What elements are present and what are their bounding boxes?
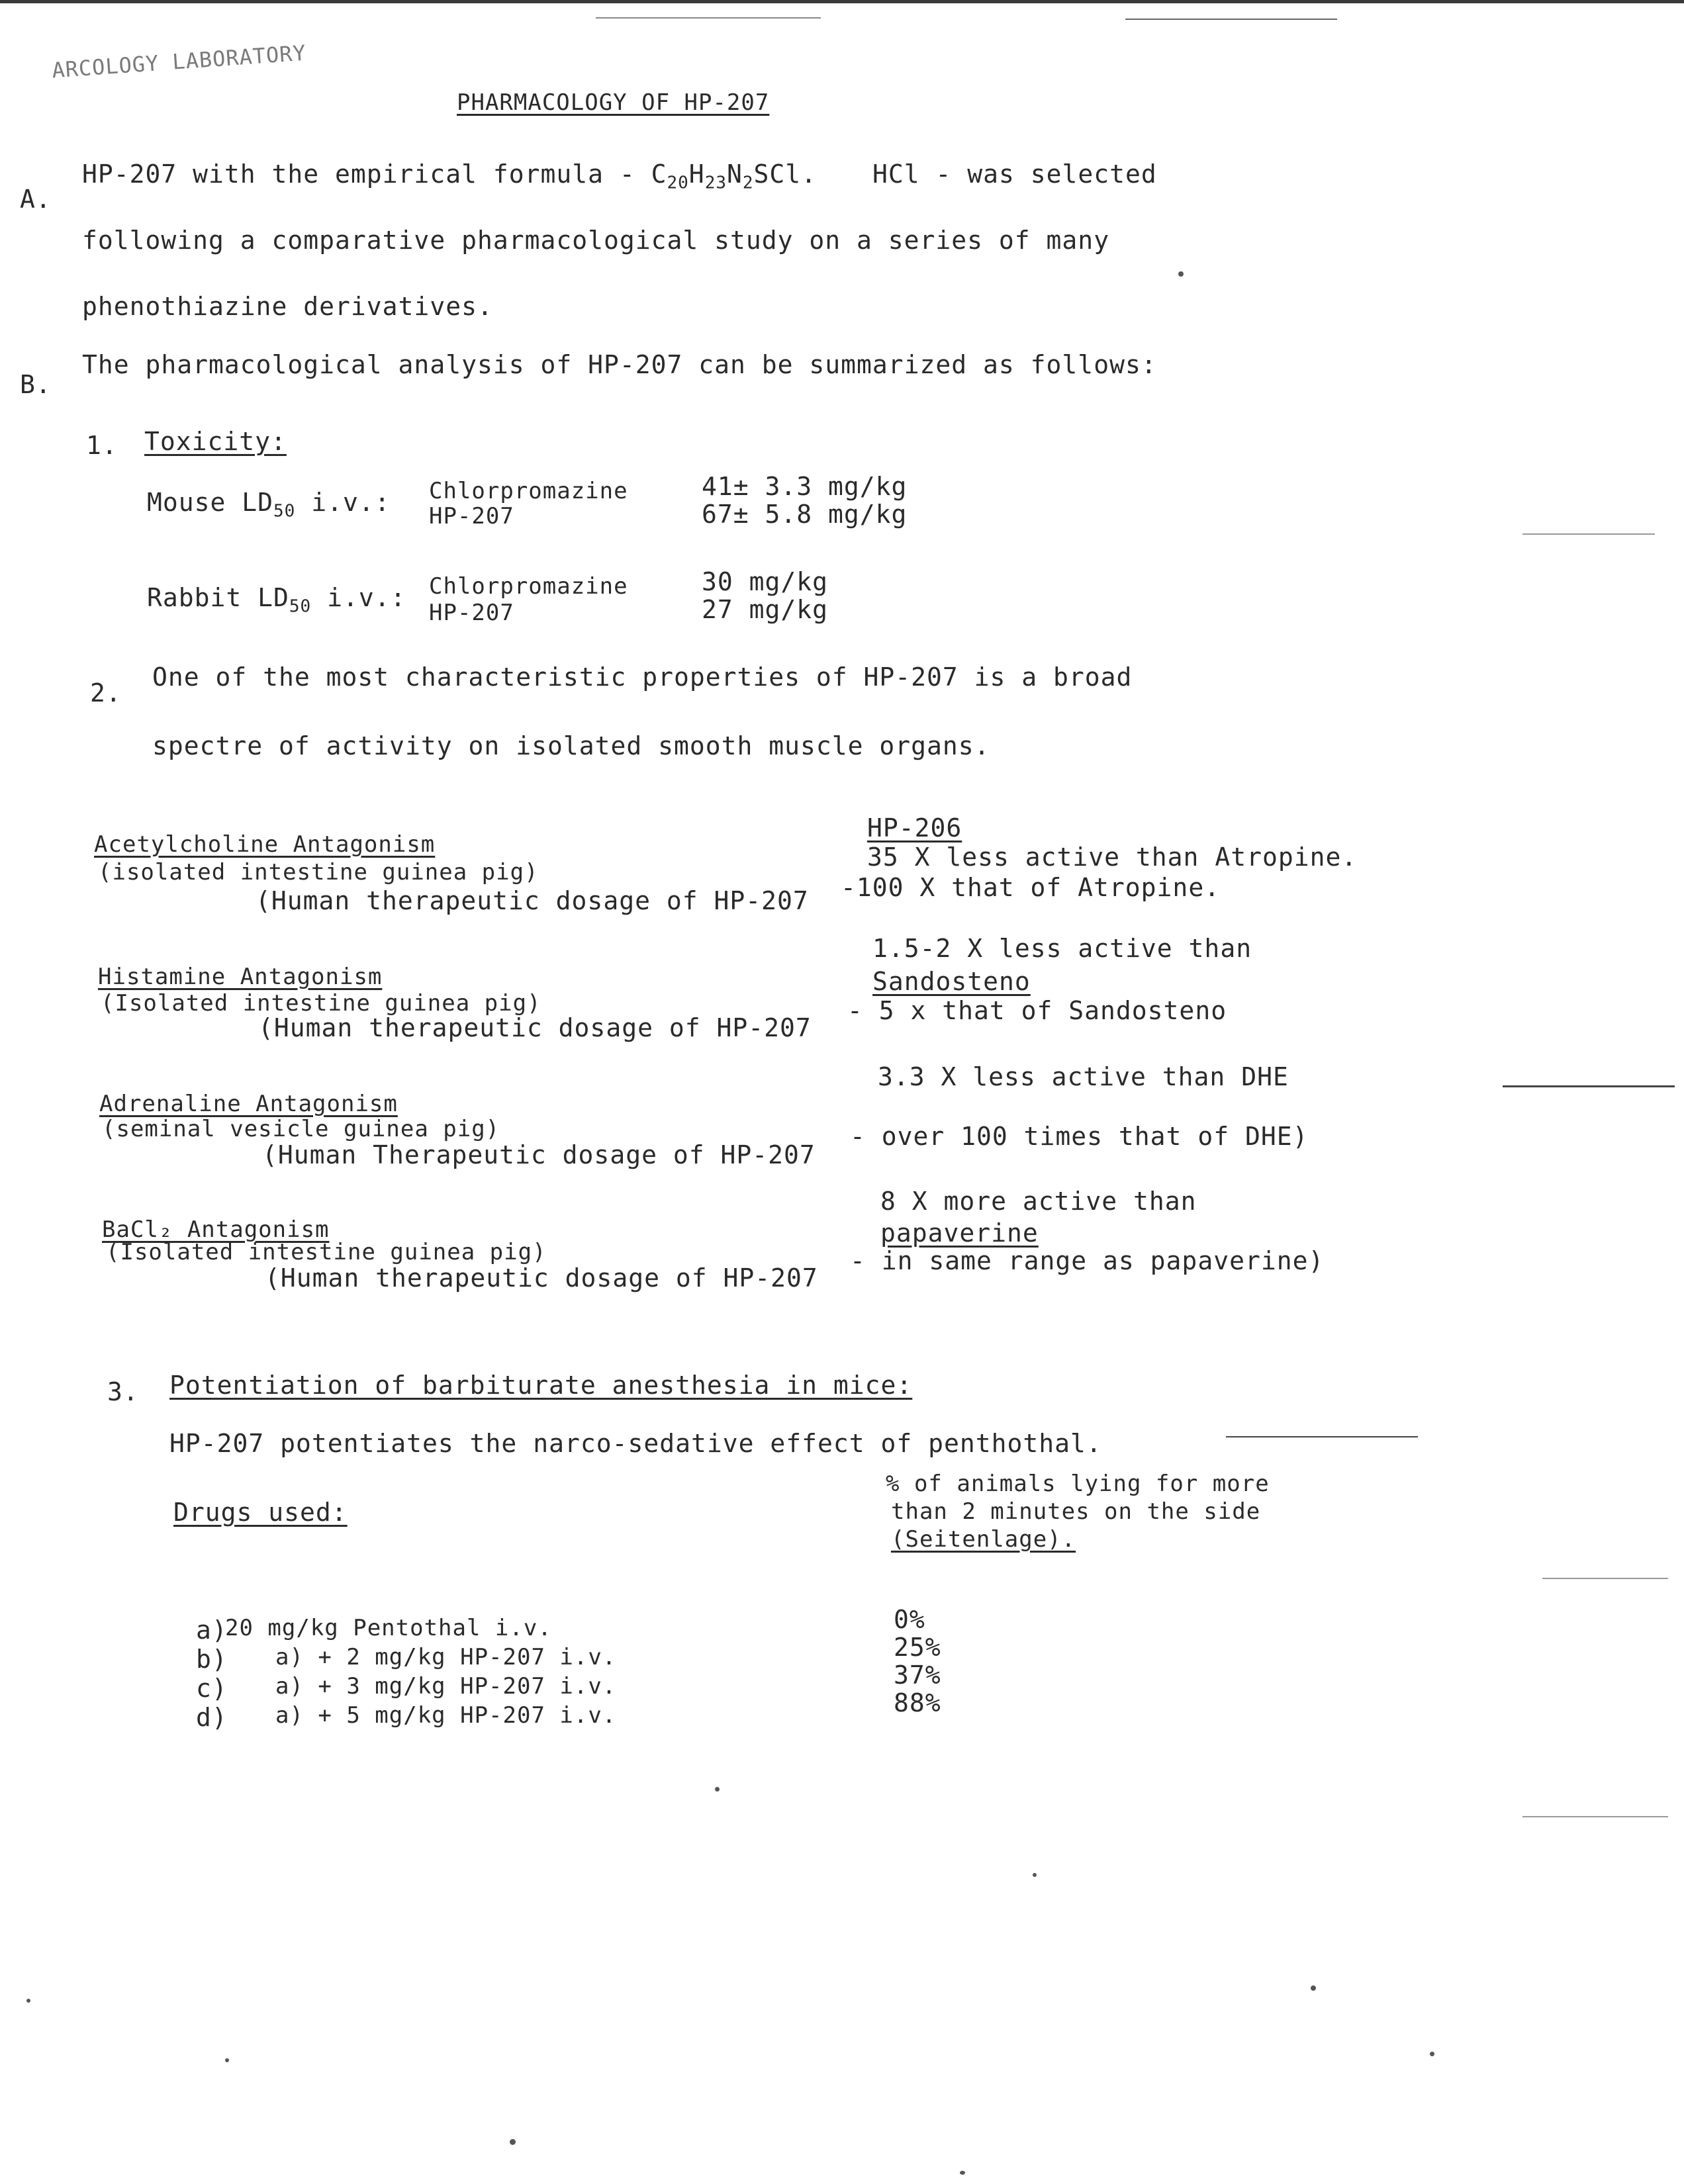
rabbit-ld-label (147, 582, 406, 617)
dose-row-d: a) + 5 mg/kg HP-207 i.v. (275, 1702, 617, 1729)
acetylcholine-dose: (Human therapeutic dosage of HP-207 (256, 886, 809, 915)
scan-speck (1311, 1985, 1316, 1991)
rabbit-label-text: Rabbit LD (147, 583, 289, 612)
toxicity-heading: Toxicity: (144, 427, 287, 456)
histamine-result1b: Sandosteno (872, 967, 1031, 996)
acetylcholine-sub: (isolated intestine guinea pig) (98, 859, 539, 886)
bacl2-sub: (Isolated intestine guinea pig) (106, 1239, 547, 1265)
adrenaline-title: Adrenaline Antagonism (99, 1091, 398, 1117)
drugs-used-label: Drugs used: (173, 1498, 348, 1527)
section-a-marker: A. (20, 185, 52, 214)
margin-mark (1125, 19, 1337, 20)
histamine-dose: (Human therapeutic dosage of HP-207 (258, 1013, 812, 1042)
formula-c-count: 20 (667, 173, 689, 193)
route-label: i.v.: (311, 488, 391, 517)
scan-speck (1178, 271, 1184, 277)
section-a-line1-post: HCl - was selected (872, 159, 1157, 189)
mouse-drug-2: HP-207 (429, 503, 514, 529)
mouse-drug-1: Chlorpromazine (429, 478, 628, 504)
formula-tail: SCl. (753, 159, 818, 189)
barbiturate-line1: HP-207 potentiates the narco-sedative effect of penthothal. (169, 1429, 1102, 1458)
section-a-line3: phenothiazine derivatives. (82, 292, 493, 321)
result-row-c: 37% (894, 1661, 941, 1690)
smooth-muscle-number: 2. (90, 678, 122, 707)
acetylcholine-result1: 35 X less active than Atropine. (867, 842, 1358, 872)
lab-stamp: ARCOLOGY LABORATORY (51, 40, 307, 83)
scan-speck (960, 2171, 965, 2175)
histamine-result1: 1.5-2 X less active than (872, 934, 1252, 963)
result-row-d: 88% (894, 1688, 941, 1717)
scan-speck (1033, 1873, 1037, 1877)
result-row-b: 25% (894, 1633, 941, 1662)
histamine-sub: (Isolated intestine guinea pig) (101, 990, 541, 1017)
result-row-a: 0% (894, 1605, 925, 1634)
mouse-value-1: 41± 3.3 mg/kg (702, 472, 908, 501)
histamine-result2: - 5 x that of Sandosteno (847, 996, 1227, 1025)
rabbit-drug-1: Chlorpromazine (429, 573, 628, 600)
smooth-muscle-line1: One of the most characteristic properties of HP-207 is a broad (152, 662, 1133, 692)
smooth-muscle-line2: spectre of activity on isolated smooth muscle organs. (152, 731, 990, 760)
bacl2-result1: 8 X more active than (880, 1187, 1197, 1216)
hp206-column-header: HP-206 (867, 813, 962, 842)
adrenaline-result2: - over 100 times that of DHE) (850, 1122, 1309, 1151)
dose-row-b: a) + 2 mg/kg HP-207 i.v. (275, 1644, 617, 1670)
mouse-ld-label (147, 487, 391, 522)
mouse-label-text: Mouse LD (147, 488, 274, 517)
section-a-line1 (82, 159, 1157, 193)
rabbit-drug-2: HP-207 (429, 600, 514, 626)
result-header-3: (Seitenlage). (891, 1526, 1076, 1553)
acetylcholine-title: Acetylcholine Antagonism (94, 831, 436, 858)
scan-speck (26, 1999, 30, 2003)
section-b-intro: The pharmacological analysis of HP-207 can be summarized as follows: (82, 350, 1157, 379)
ld50-subscript: 50 (289, 596, 312, 617)
section-a-line2: following a comparative pharmacological study on a series of many (82, 226, 1110, 255)
result-header-1: % of animals lying for more (886, 1471, 1270, 1497)
adrenaline-dose: (Human Therapeutic dosage of HP-207 (262, 1140, 816, 1169)
scan-top-border (0, 0, 1684, 3)
dose-row-d-label: d) (196, 1703, 228, 1732)
margin-mark (1542, 1578, 1668, 1579)
margin-mark (1522, 1816, 1668, 1817)
barbiturate-heading: Potentiation of barbiturate anesthesia in mice: (169, 1371, 913, 1400)
rabbit-value-1: 30 mg/kg (702, 567, 829, 596)
acetylcholine-result2: -100 X that of Atropine. (841, 873, 1221, 902)
result-header-2: than 2 minutes on the side (891, 1498, 1261, 1525)
route-label: i.v.: (327, 583, 406, 612)
bacl2-title: BaCl₂ Antagonism (102, 1216, 330, 1243)
scan-speck (1430, 2052, 1434, 2056)
margin-mark (596, 17, 821, 19)
adrenaline-result1: 3.3 X less active than DHE (878, 1062, 1289, 1091)
dose-row-c: a) + 3 mg/kg HP-207 i.v. (275, 1673, 617, 1700)
mouse-value-2: 67± 5.8 mg/kg (702, 500, 908, 529)
adrenaline-sub: (seminal vesicle guinea pig) (102, 1116, 500, 1142)
page-title: PHARMACOLOGY OF HP-207 (457, 89, 770, 116)
bacl2-dose: (Human therapeutic dosage of HP-207 (265, 1263, 818, 1293)
dose-row-c-label: c) (196, 1674, 228, 1703)
bacl2-result2: - in same range as papaverine) (850, 1246, 1325, 1275)
bacl2-result1b: papaverine (880, 1218, 1039, 1248)
margin-mark (1522, 533, 1655, 535)
rabbit-value-2: 27 mg/kg (702, 595, 829, 624)
margin-dash-rule (1226, 1436, 1418, 1437)
histamine-title: Histamine Antagonism (98, 964, 383, 990)
scan-speck (225, 2058, 229, 2062)
dose-row-b-label: b) (196, 1645, 228, 1674)
formula-h-count: 23 (704, 173, 727, 193)
formula-n: N (727, 159, 743, 189)
toxicity-number: 1. (86, 431, 118, 460)
margin-mark (1503, 1085, 1675, 1087)
ld50-subscript: 50 (273, 501, 296, 522)
scan-speck (715, 1787, 720, 1792)
section-a-line1-text: HP-207 with the empirical formula - C (82, 159, 667, 189)
formula-n-count: 2 (742, 173, 754, 193)
scan-speck (510, 2139, 516, 2145)
formula-h: H (688, 159, 705, 189)
section-b-marker: B. (20, 370, 52, 399)
dose-row-a-label: a) (196, 1615, 228, 1645)
dose-row-a: 20 mg/kg Pentothal i.v. (225, 1615, 552, 1641)
barbiturate-number: 3. (107, 1377, 139, 1406)
